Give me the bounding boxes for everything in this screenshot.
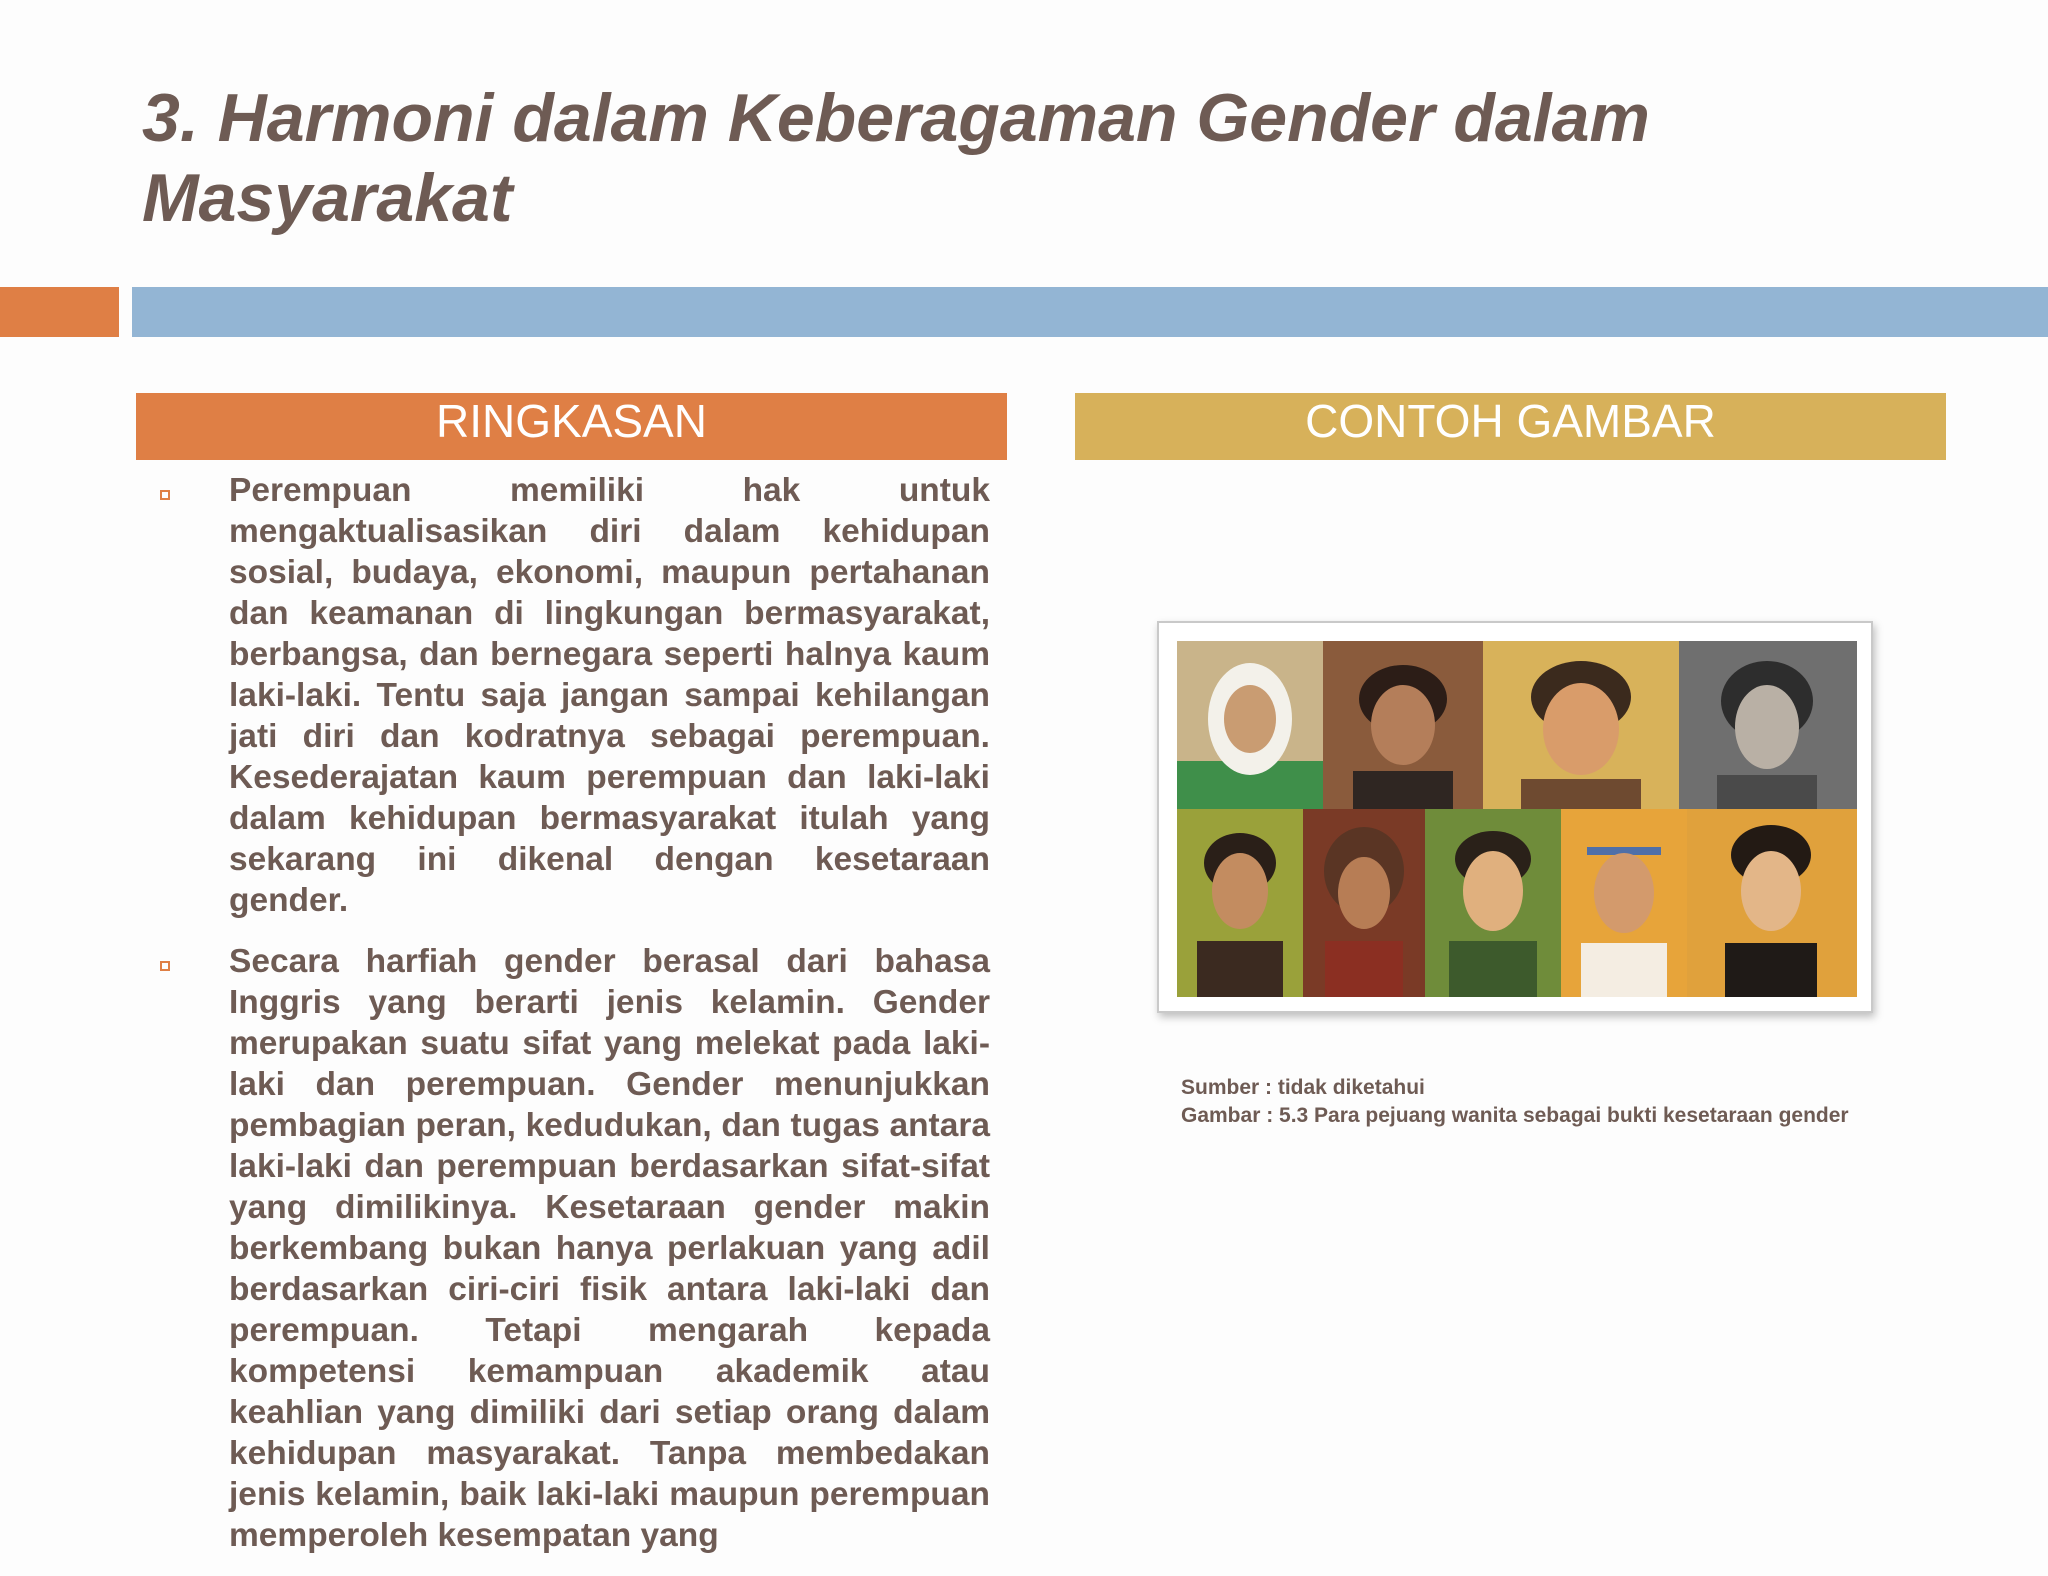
caption-source: Sumber : tidak diketahui [1181, 1076, 1425, 1099]
women-heroes-photo [1157, 621, 1873, 1013]
portrait [1177, 809, 1303, 997]
portrait [1687, 809, 1857, 997]
portrait [1177, 641, 1323, 809]
summary-bullet [150, 470, 990, 921]
summary-bullet-list [150, 470, 990, 1576]
portrait-collage [1177, 641, 1857, 997]
accent-bar-orange [0, 287, 119, 337]
accent-bar-blue [132, 287, 2048, 337]
summary-bullet [150, 941, 990, 1556]
figure-caption [1181, 1074, 1981, 1130]
summary-bullet-text: Secara harfiah gender berasal dari bahasa Inggris yang berarti jenis kelamin. Gender merupakan suatu sifat yang melekat pada laki-laki dan perempuan. Gender menunjukkan pembagian peran, kedudukan, dan tugas antara laki-laki dan perempuan berdasarkan sifat-sifat yang dimilikinya. Kesetaraan gender makin berkembang bukan hanya perlakuan yang adil berdasarkan ciri-ciri fisik antara laki-laki dan perempuan. Tetapi mengarah kepada kompetensi kemampuan akademik atau keahlian yang dimiliki dari setiap orang dalam kehidupan masyarakat. Tanpa membedakan jenis kelamin, baik laki-laki maupun perempuan memperoleh kesempatan yang [229, 943, 990, 1554]
slide-title-line-1: 3. Harmoni dalam Keberagaman Gender dalam [142, 80, 1650, 156]
portrait [1303, 809, 1425, 997]
portrait [1561, 809, 1687, 997]
summary-header: RINGKASAN [136, 393, 1007, 460]
square-bullet-icon [160, 961, 170, 971]
portrait [1679, 641, 1857, 809]
portrait [1323, 641, 1483, 809]
example-image-header: CONTOH GAMBAR [1075, 393, 1946, 460]
square-bullet-icon [160, 490, 170, 500]
summary-bullet-text: Perempuan memiliki hak untuk mengaktualisasikan diri dalam kehidupan sosial, budaya, ekonomi, maupun pertahanan dan keamanan di lingkungan bermasyarakat, berbangsa, dan bernegara seperti halnya kaum laki-laki. Tentu saja jangan sampai kehilangan jati diri dan kodratnya sebagai perempuan. Kesederajatan kaum perempuan dan laki-laki dalam kehidupan bermasyarakat itulah yang sekarang ini dikenal dengan kesetaraan gender. [229, 472, 990, 919]
portrait [1425, 809, 1561, 997]
slide-title-line-2: Masyarakat [142, 160, 513, 236]
caption-figure: Gambar : 5.3 Para pejuang wanita sebagai bukti kesetaraan gender [1181, 1104, 1849, 1127]
slide-title [142, 78, 1942, 238]
portrait [1483, 641, 1679, 809]
